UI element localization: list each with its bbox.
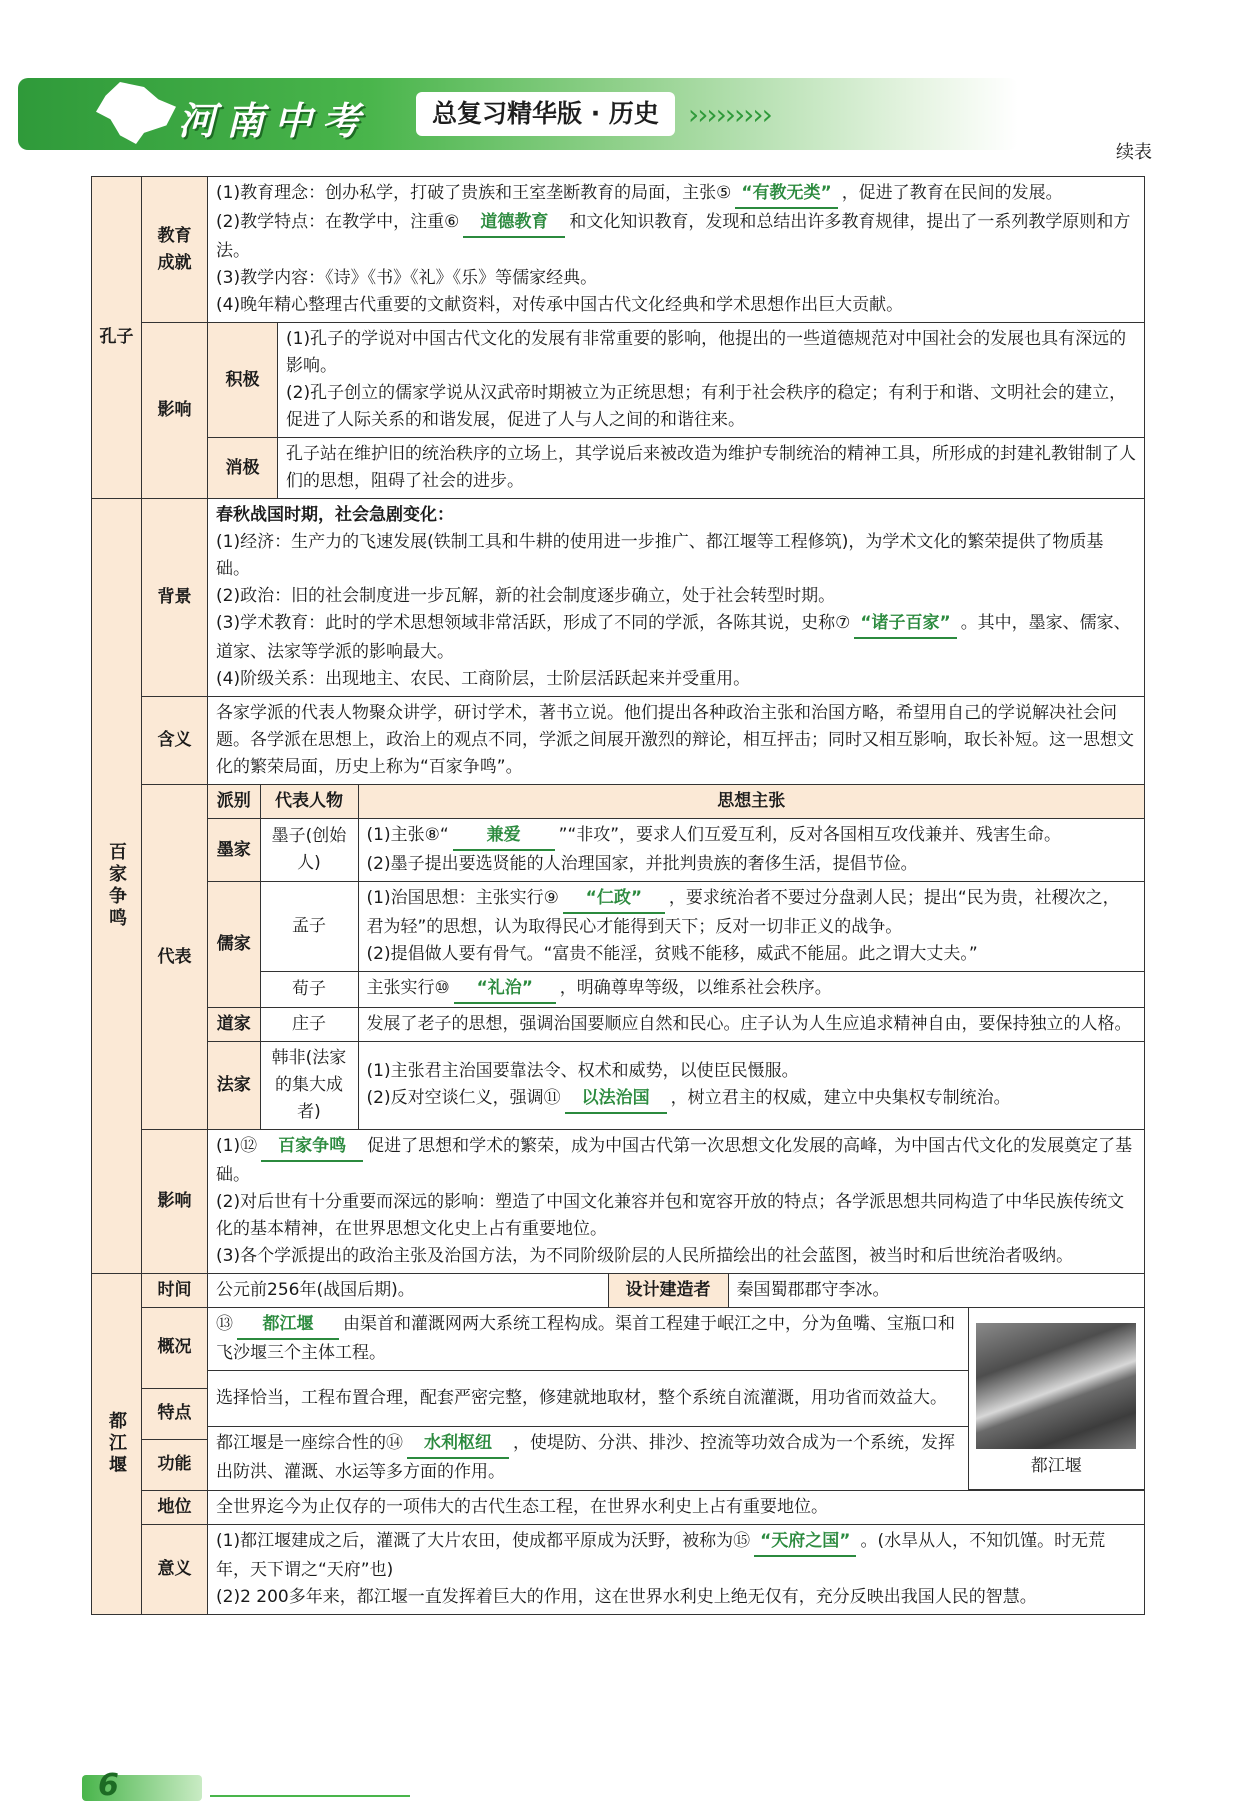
section-confucius: 孔子 [92, 177, 142, 499]
overview-block [208, 1308, 1145, 1491]
dujiangyan-photo [976, 1323, 1136, 1449]
answer-6: 道德教育 [463, 209, 565, 238]
answer-11: 以法治国 [565, 1085, 667, 1114]
positive-content: (1)孔子的学说对中国古代文化的发展有非常重要的影响，他提出的一些道德规范对中国社会的发展也具有深远的影响。 (2)孔子创立的儒家学说从汉武帝时期被立为正统思想；有利于社会秩序的稳定；有利于和谐、文明社会的建立，促进了人际关系的和谐发展，促进了人与人之间的和谐往来。 [278, 323, 1145, 438]
header-school: 派别 [208, 785, 260, 819]
answer-14: 水利枢纽 [407, 1430, 509, 1459]
answer-8: 兼爱 [453, 822, 555, 851]
header-subtitle: 总复习精华版 · 历史 [416, 92, 675, 136]
header-banner [18, 78, 1018, 150]
section-dujiangyan: 都江堰 [92, 1274, 142, 1615]
time-label: 时间 [142, 1274, 208, 1308]
school-daoist: 道家 [208, 1008, 260, 1042]
idea-daoist: 发展了老子的思想，强调治国要顺应自然和民心。庄子认为人生应追求精神自由，要保持独立的人格。 [358, 1008, 1144, 1042]
continued-label: 续表 [1116, 142, 1152, 163]
positive-label: 积极 [208, 323, 278, 438]
henan-map-icon [96, 82, 176, 144]
confucius-impact-label: 影响 [142, 323, 208, 499]
idea-mohist: (1)主张⑧“ 兼爱 ”“非攻”，要求人们互爱互利，反对各国相互攻伐兼并、残害生命。 (2)墨子提出要选贤能的人治理国家，并批判贵族的奢侈生活，提倡节俭。 [358, 819, 1144, 882]
school-confucian: 儒家 [208, 882, 260, 1008]
person-mozi: 墨子(创始人) [260, 819, 358, 882]
header-idea: 思想主张 [358, 785, 1144, 819]
school-mohist: 墨家 [208, 819, 260, 882]
background-label: 背景 [142, 499, 208, 697]
school-legalist: 法家 [208, 1042, 260, 1130]
significance-label: 意义 [142, 1524, 208, 1614]
person-zhuangzi: 庄子 [260, 1008, 358, 1042]
chevron-arrows-icon: ››››››››› [688, 98, 771, 131]
edu-label: 教育成就 [142, 177, 208, 323]
idea-legalist: (1)主张君主治国要靠法令、权术和威势，以使臣民慑服。 (2)反对空谈仁义，强调⑪ 以法治国 ，树立君主的权威，建立中央集权专制统治。 [358, 1042, 1144, 1130]
builder-label: 设计建造者 [608, 1274, 728, 1307]
person-xunzi: 荀子 [260, 972, 358, 1008]
idea-mengzi: (1)治国思想：主张实行⑨ “仁政” ，要求统治者不要过分盘剥人民；提出“民为贵，社稷次之，君为轻”的思想，认为取得民心才能得到天下；反对一切非正义的战争。 (2)提倡做人要有骨气。“富贵不能淫，贫贱不能移，威武不能屈。此之谓大丈夫。” [358, 882, 1144, 972]
hundred-impact-content: (1)⑫ 百家争鸣 促进了思想和学术的繁荣，成为中国古代第一次思想文化发展的高峰，为中国古代文化的发展奠定了基础。 (2)对后世有十分重要而深远的影响：塑造了中国文化兼容并包和宽容开放的特点；各学派思想共同构造了中华民族传统文化的基本精神，在世界思想文化史上占有重要地位。 (3)各个学派提出的政治主张及治国方法，为不同阶级阶层的人民所描绘出的社会蓝图，被当时和后世统治者吸纳。 [208, 1130, 1145, 1274]
edu-content: (1)教育理念：创办私学，打破了贵族和王室垄断教育的局面，主张⑤ “有教无类” ，促进了教育在民间的发展。 (2)教学特点：在教学中，注重⑥ 道德教育 和文化知识教育，发现和总结出许多教育规律，提出了一系列教学原则和方法。 (3)教学内容：《诗》《书》《礼》《乐》等儒家经典。 (4)晚年精心整理古代重要的文献资料，对传承中国古代文化经典和学术思想作出巨大贡献。 [208, 177, 1145, 323]
status-content: 全世界迄今为止仅存的一项伟大的古代生态工程，在世界水利史上占有重要地位。 [208, 1490, 1145, 1524]
idea-xunzi: 主张实行⑩ “礼治” ，明确尊卑等级，以维系社会秩序。 [358, 972, 1144, 1008]
representatives-label: 代表 [142, 785, 208, 1130]
answer-13: 都江堰 [237, 1311, 339, 1340]
answer-10: “礼治” [454, 975, 556, 1004]
significance-content: (1)都江堰建成之后，灌溉了大片农田，使成都平原成为沃野，被称为⑮ “天府之国” 。(水旱从人，不知饥馑。时无荒年，天下谓之“天府”也) (2)2 200多年来，都江堰一直发挥着巨大的作用，这在世界水利史上绝无仅有，充分反映出我国人民的智慧。 [208, 1524, 1145, 1614]
photo-cell [968, 1308, 1144, 1489]
time-row [208, 1274, 1145, 1308]
answer-5: “有教无类” [735, 180, 837, 209]
meaning-label: 含义 [142, 697, 208, 785]
feature-content: 选择恰当，工程布置合理，配套严密完整，修建就地取材，整个系统自流灌溉，用功省而效益大。 [208, 1371, 968, 1427]
negative-label: 消极 [208, 438, 278, 499]
header-person: 代表人物 [260, 785, 358, 819]
section-hundred-schools: 百家争鸣 [92, 499, 142, 1274]
answer-12: 百家争鸣 [261, 1133, 363, 1162]
function-content: 都江堰是一座综合性的⑭ 水利枢纽 ，使堤防、分洪、排沙、控流等功效合成为一个系统，发挥出防洪、灌溉、水运等多方面的作用。 [208, 1427, 968, 1490]
status-label: 地位 [142, 1490, 208, 1524]
builder-value: 秦国蜀郡郡守李冰。 [728, 1274, 1144, 1307]
negative-content: 孔子站在维护旧的统治秩序的立场上，其学说后来被改造为维护专制统治的精神工具，所形成的封建礼教钳制了人们的思想，阻碍了社会的进步。 [278, 438, 1145, 499]
page-number: 6 [98, 1768, 119, 1803]
function-label: 功能 [142, 1439, 208, 1490]
overview-label: 概况 [142, 1308, 208, 1389]
answer-15: “天府之国” [754, 1528, 856, 1557]
answer-7: “诸子百家” [854, 610, 956, 639]
photo-caption: 都江堰 [1030, 1455, 1082, 1476]
answer-9: “仁政” [563, 885, 665, 914]
header-title: 河南中考 [178, 99, 371, 143]
time-value: 公元前256年(战国后期)。 [208, 1274, 608, 1307]
person-mengzi: 孟子 [260, 882, 358, 972]
footer-line [210, 1795, 410, 1797]
overview-content: ⑬ 都江堰 由渠首和灌溉网两大系统工程构成。渠首工程建于岷江之中，分为鱼嘴、宝瓶口和飞沙堰三个主体工程。 [208, 1308, 968, 1371]
feature-label: 特点 [142, 1388, 208, 1439]
background-content: 春秋战国时期，社会急剧变化： (1)经济：生产力的飞速发展(铁制工具和牛耕的使用进一步推广、都江堰等工程修筑)，为学术文化的繁荣提供了物质基础。 (2)政治：旧的社会制度进一步瓦解，新的社会制度逐步确立，处于社会转型时期。 (3)学术教育：此时的学术思想领域非常活跃，形成了不同的学派，各陈其说，史称⑦ “诸子百家” 。其中，墨家、儒家、道家、法家等学派的影响最大。 (4)阶级关系：出现地主、农民、工商阶层，士阶层活跃起来并受重用。 [208, 499, 1145, 697]
history-table [91, 176, 1145, 1615]
hundred-impact-label: 影响 [142, 1130, 208, 1274]
representatives-table [208, 785, 1145, 1130]
meaning-content: 各家学派的代表人物聚众讲学，研讨学术，著书立说。他们提出各种政治主张和治国方略，希望用自己的学说解决社会问题。各学派在思想上，政治上的观点不同，学派之间展开激烈的辩论，相互抨击；同时又相互影响，取长补短。这一思想文化的繁荣局面，历史上称为“百家争鸣”。 [208, 697, 1145, 785]
person-hanfei: 韩非(法家的集大成者) [260, 1042, 358, 1130]
